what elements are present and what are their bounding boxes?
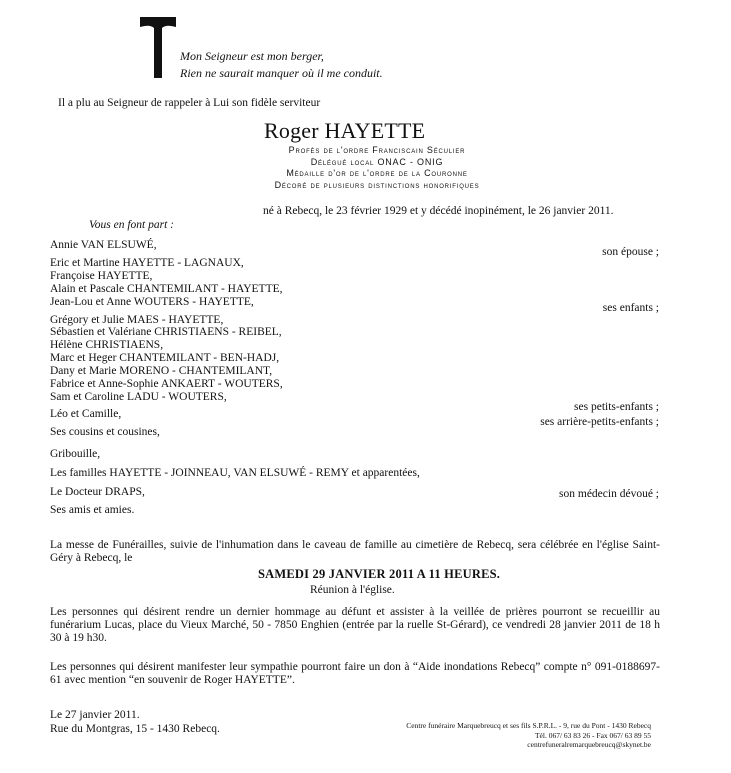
family-member: Jean-Lou et Anne WOUTERS - HAYETTE, bbox=[50, 295, 254, 308]
relation-doctor: son médecin dévoué ; bbox=[559, 488, 659, 500]
intro-text: Il a plu au Seigneur de rappeler à Lui son fidèle serviteur bbox=[58, 97, 321, 109]
funeral-home-phone: Tél. 067/ 63 83 26 - Fax 067/ 63 89 55 bbox=[534, 730, 651, 740]
title-line: Délégué local ONAC - ONIG bbox=[310, 156, 444, 167]
relation-spouse: son épouse ; bbox=[602, 246, 659, 258]
deceased-name: Roger HAYETTE bbox=[264, 118, 426, 143]
family-member: Françoise HAYETTE, bbox=[50, 269, 153, 282]
family-list bbox=[50, 239, 420, 517]
donation-text: Les personnes qui désirent manifester leur sympathie pourront faire un don à “Aide inondations Rebecq” compte n° 091-0188697-61 avec mention “en souvenir de Roger HAYETTE”. bbox=[50, 661, 660, 686]
funeral-home-info bbox=[406, 721, 651, 750]
announce-text: Vous en font part : bbox=[89, 219, 174, 231]
family-member: Sébastien et Valériane CHRISTIAENS - REIBEL, bbox=[50, 326, 282, 339]
relation-children: ses enfants ; bbox=[602, 302, 659, 314]
verse-line-1: Mon Seigneur est mon berger, bbox=[180, 49, 324, 63]
visitation-text: Les personnes qui désirent rendre un dernier hommage au défunt et assister à la veillée de prières pourront se recueillir au funérarium Lucas, place du Vieux Marché, 50 - 7850 Enghien (entrée par la ruelle St-Gérard), ce vendredi 28 janvier 2011 de 18 h 30 à 19 h30. bbox=[50, 606, 660, 644]
family-member: Le Docteur DRAPS, bbox=[50, 485, 145, 498]
family-member: Sam et Caroline LADU - WOUTERS, bbox=[50, 390, 227, 403]
funeral-home-email: centrefuneralremarquebreucq@skynet.be bbox=[527, 740, 651, 749]
family-address: Rue du Montgras, 15 - 1430 Rebecq. bbox=[50, 723, 220, 735]
funeral-home-name: Centre funéraire Marquebreucq et ses fils S.P.R.L. - 9, rue du Pont - 1430 Rebecq bbox=[406, 721, 651, 730]
title-line: Médaille d'or de l'ordre de la Couronne bbox=[286, 168, 468, 178]
relation-great-grandchildren: ses arrière-petits-enfants ; bbox=[540, 416, 659, 428]
family-member: Les familles HAYETTE - JOINNEAU, VAN ELSUWÉ - REMY et apparentées, bbox=[50, 466, 420, 479]
title-line: Profès de l'ordre Franciscain Séculier bbox=[288, 145, 466, 155]
family-member: Léo et Camille, bbox=[50, 407, 122, 420]
gathering-text: Réunion à l'église. bbox=[310, 584, 395, 596]
family-member: Ses amis et amies. bbox=[50, 504, 135, 517]
verse-line-2: Rien ne saurait manquer où il me conduit. bbox=[180, 66, 383, 80]
family-member: Hélène CHRISTIAENS, bbox=[50, 339, 164, 352]
family-member: Grégory et Julie MAES - HAYETTE, bbox=[50, 313, 224, 326]
funeral-text: La messe de Funérailles, suivie de l'inhumation dans le caveau de famille au cimetière de Rebecq, sera célébrée en l'église Saint-Géry à Rebecq, le bbox=[50, 539, 660, 564]
footer-left bbox=[50, 708, 220, 736]
birth-death-text: né à Rebecq, le 23 février 1929 et y décédé inopinément, le 26 janvier 2011. bbox=[263, 205, 614, 217]
family-member: Alain et Pascale CHANTEMILANT - HAYETTE, bbox=[50, 282, 283, 295]
family-member: Gribouille, bbox=[50, 447, 101, 460]
tau-cross-icon bbox=[140, 16, 176, 80]
family-member: Fabrice et Anne-Sophie ANKAERT - WOUTERS, bbox=[50, 378, 283, 391]
relation-grandchildren: ses petits-enfants ; bbox=[574, 401, 659, 413]
family-member: Ses cousins et cousines, bbox=[50, 425, 160, 438]
family-member: Dany et Marie MORENO - CHANTEMILANT, bbox=[50, 365, 273, 378]
title-line: Décoré de plusieurs distinctions honorifiques bbox=[274, 179, 480, 190]
family-member: Marc et Heger CHANTEMILANT - BEN-HADJ, bbox=[50, 352, 280, 365]
honorific-titles bbox=[197, 145, 557, 191]
family-member: Eric et Martine HAYETTE - LAGNAUX, bbox=[50, 256, 244, 269]
family-member: Annie VAN ELSUWÉ, bbox=[50, 239, 157, 251]
funeral-date: SAMEDI 29 JANVIER 2011 A 11 HEURES. bbox=[258, 567, 501, 581]
letter-date: Le 27 janvier 2011. bbox=[50, 709, 140, 721]
